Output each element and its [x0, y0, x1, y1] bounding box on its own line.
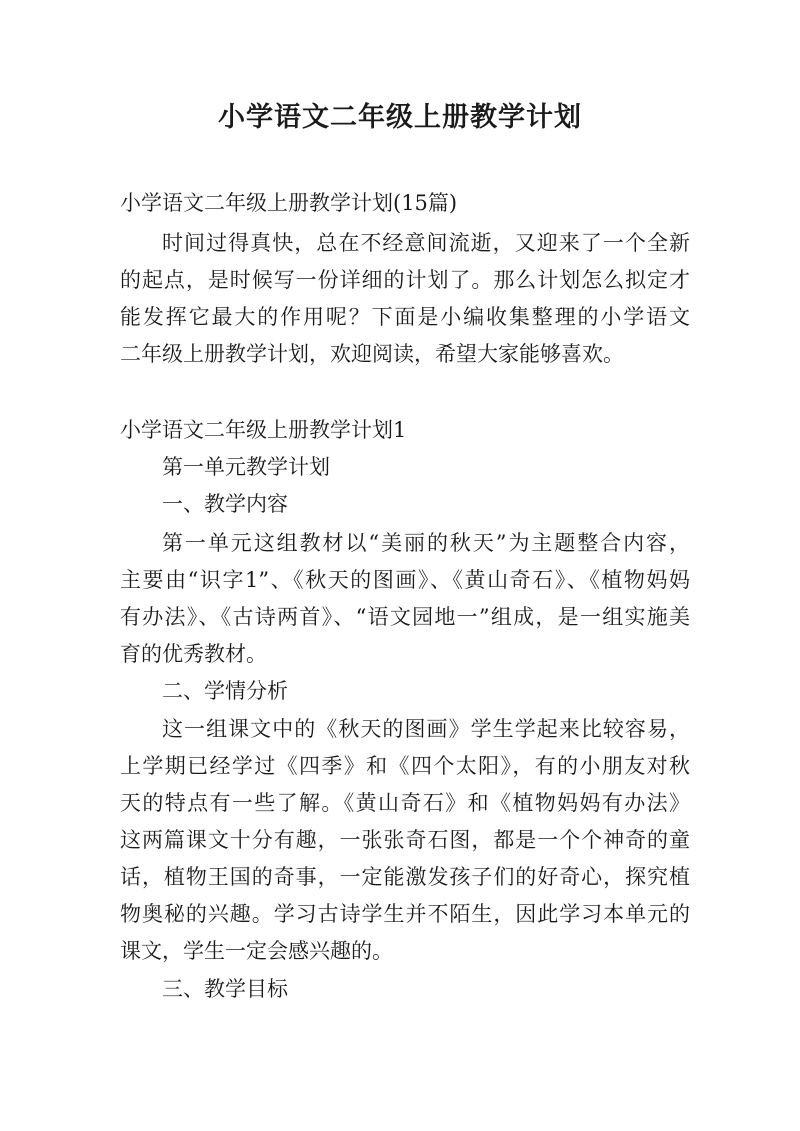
paragraph-line: 第一单元这组教材以“美丽的秋天”为主题整合内容， — [162, 531, 690, 555]
document-title: 小学语文二年级上册教学计划 — [218, 102, 582, 133]
intro-line: 时间过得真快，总在不经意间流逝，又迎来了一个全新 — [162, 231, 690, 255]
paragraph-line: 课文，学生一定会感兴趣的。 — [120, 939, 393, 963]
paragraph-line: 有办法》、《古诗两首》、“语文园地一”组成，是一组实施美 — [120, 605, 690, 629]
intro-line: 能发挥它最大的作用呢？下面是小编收集整理的小学语文 — [120, 305, 690, 329]
section-heading: 小学语文二年级上册教学计划1 — [120, 418, 407, 442]
paragraph-line: 上学期已经学过《四季》和《四个太阳》，有的小朋友对秋 — [120, 754, 690, 778]
paragraph-line: 这一组课文中的《秋天的图画》学生学起来比较容易， — [162, 717, 690, 741]
paragraph-line: 这两篇课文十分有趣，一张张奇石图，都是一个个神奇的童 — [120, 828, 690, 852]
intro-line: 二年级上册教学计划，欢迎阅读，希望大家能够喜欢。 — [120, 342, 624, 366]
part2-heading: 二、学情分析 — [162, 679, 288, 703]
paragraph-line: 主要由“识字1”、《秋天的图画》、《黄山奇石》、《植物妈妈 — [120, 568, 690, 592]
unit-heading: 第一单元教学计划 — [162, 455, 330, 479]
paragraph-line: 育的优秀教材。 — [120, 642, 267, 666]
paragraph-line: 物奥秘的兴趣。学习古诗学生并不陌生，因此学习本单元的 — [120, 902, 690, 926]
part3-heading: 三、教学目标 — [162, 977, 288, 1001]
intro-line: 的起点，是时候写一份详细的计划了。那么计划怎么拟定才 — [120, 268, 690, 292]
document-subtitle: 小学语文二年级上册教学计划(15篇) — [120, 191, 458, 215]
paragraph-line: 话，植物王国的奇事，一定能激发孩子们的好奇心，探究植 — [120, 865, 690, 889]
paragraph-line: 天的特点有一些了解。《黄山奇石》和《植物妈妈有办法》 — [120, 791, 690, 815]
part1-heading: 一、教学内容 — [162, 492, 288, 516]
